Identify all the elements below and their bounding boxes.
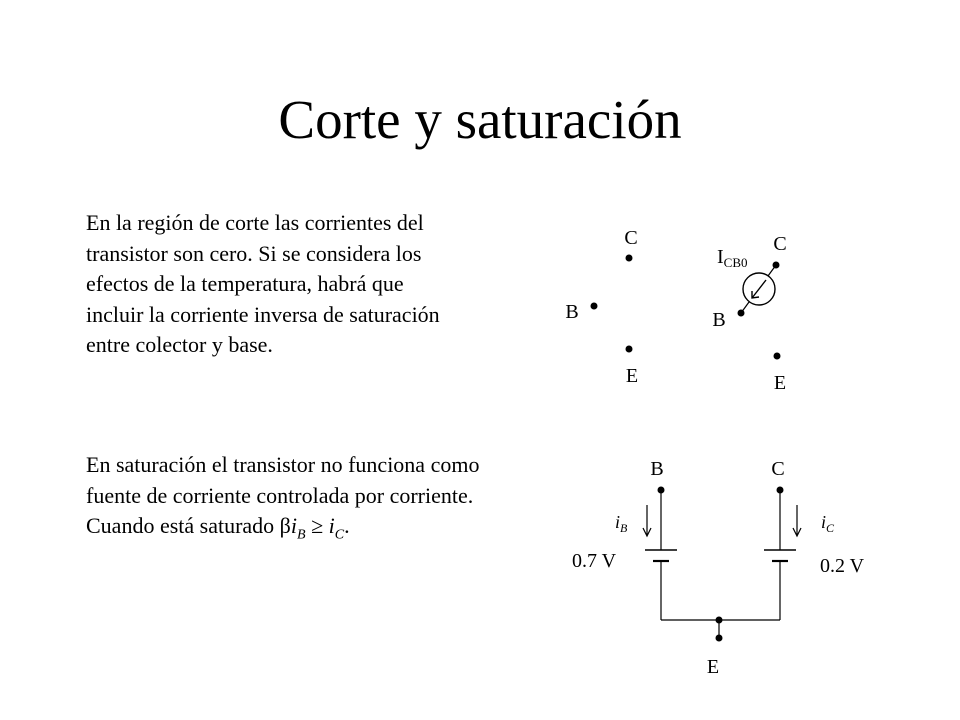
vbe-label: 0.7 V xyxy=(572,550,617,572)
cutoff-line: En la región de corte las corrientes del xyxy=(86,210,424,235)
ic-symbol: i xyxy=(328,513,335,538)
beta-symbol: β xyxy=(279,513,291,538)
period: . xyxy=(344,513,350,538)
ic-label xyxy=(821,512,835,535)
leakage-collector-label: C xyxy=(773,233,787,255)
saturation-line: fuente de corriente controlada por corriente. xyxy=(86,482,474,508)
ib-subscript-label: B xyxy=(620,521,628,535)
sat-collector-label: C xyxy=(771,458,785,480)
leakage-base-label: B xyxy=(712,309,726,331)
geq-symbol: ≥ xyxy=(305,513,329,538)
ic-subscript-label: C xyxy=(826,521,835,535)
sat-base-terminal xyxy=(658,487,665,494)
icb0-subscript: CB0 xyxy=(723,255,748,270)
leakage-emitter-label: E xyxy=(773,372,787,394)
cutoff-base-label: B xyxy=(565,301,579,323)
ib-subscript: B xyxy=(297,527,306,543)
saturation-line: En saturación el transistor no funciona como xyxy=(86,452,480,477)
ib-label xyxy=(615,512,628,535)
cutoff-collector-label: C xyxy=(624,227,638,249)
cutoff-collector-terminal xyxy=(626,255,633,262)
sat-emitter-label: E xyxy=(706,656,720,678)
sat-emitter-terminal xyxy=(716,635,723,642)
icb0-symbol: I xyxy=(717,246,724,268)
leakage-collector-terminal xyxy=(773,262,780,269)
leakage-diagram xyxy=(712,233,786,394)
cutoff-emitter-label: E xyxy=(625,365,639,387)
saturation-condition-prefix: Cuando está saturado xyxy=(86,513,280,538)
cutoff-line: efectos de la temperatura, habrá que xyxy=(86,271,404,296)
ib-symbol-label: i xyxy=(615,512,621,532)
leakage-emitter-terminal xyxy=(774,353,781,360)
vce-label: 0.2 V xyxy=(820,555,865,577)
cutoff-line: incluir la corriente inversa de saturación xyxy=(86,301,440,327)
icb0-label xyxy=(717,246,748,270)
ib-symbol: i xyxy=(290,513,297,538)
leakage-base-terminal xyxy=(738,310,745,317)
ic-subscript: C xyxy=(334,527,345,543)
cutoff-base-terminal xyxy=(591,303,598,310)
sat-collector-terminal xyxy=(777,487,784,494)
sat-base-label: B xyxy=(650,458,664,480)
ic-symbol-label: i xyxy=(821,512,827,532)
sat-junction-dot xyxy=(716,617,723,624)
cutoff-line: entre colector y base. xyxy=(86,332,273,357)
slide-title: Corte y saturación xyxy=(278,89,682,150)
cutoff-emitter-terminal xyxy=(626,346,633,353)
saturation-diagram xyxy=(572,458,865,678)
cutoff-line: transistor son cero. Si se considera los xyxy=(86,240,422,266)
cutoff-diagram xyxy=(565,227,638,387)
